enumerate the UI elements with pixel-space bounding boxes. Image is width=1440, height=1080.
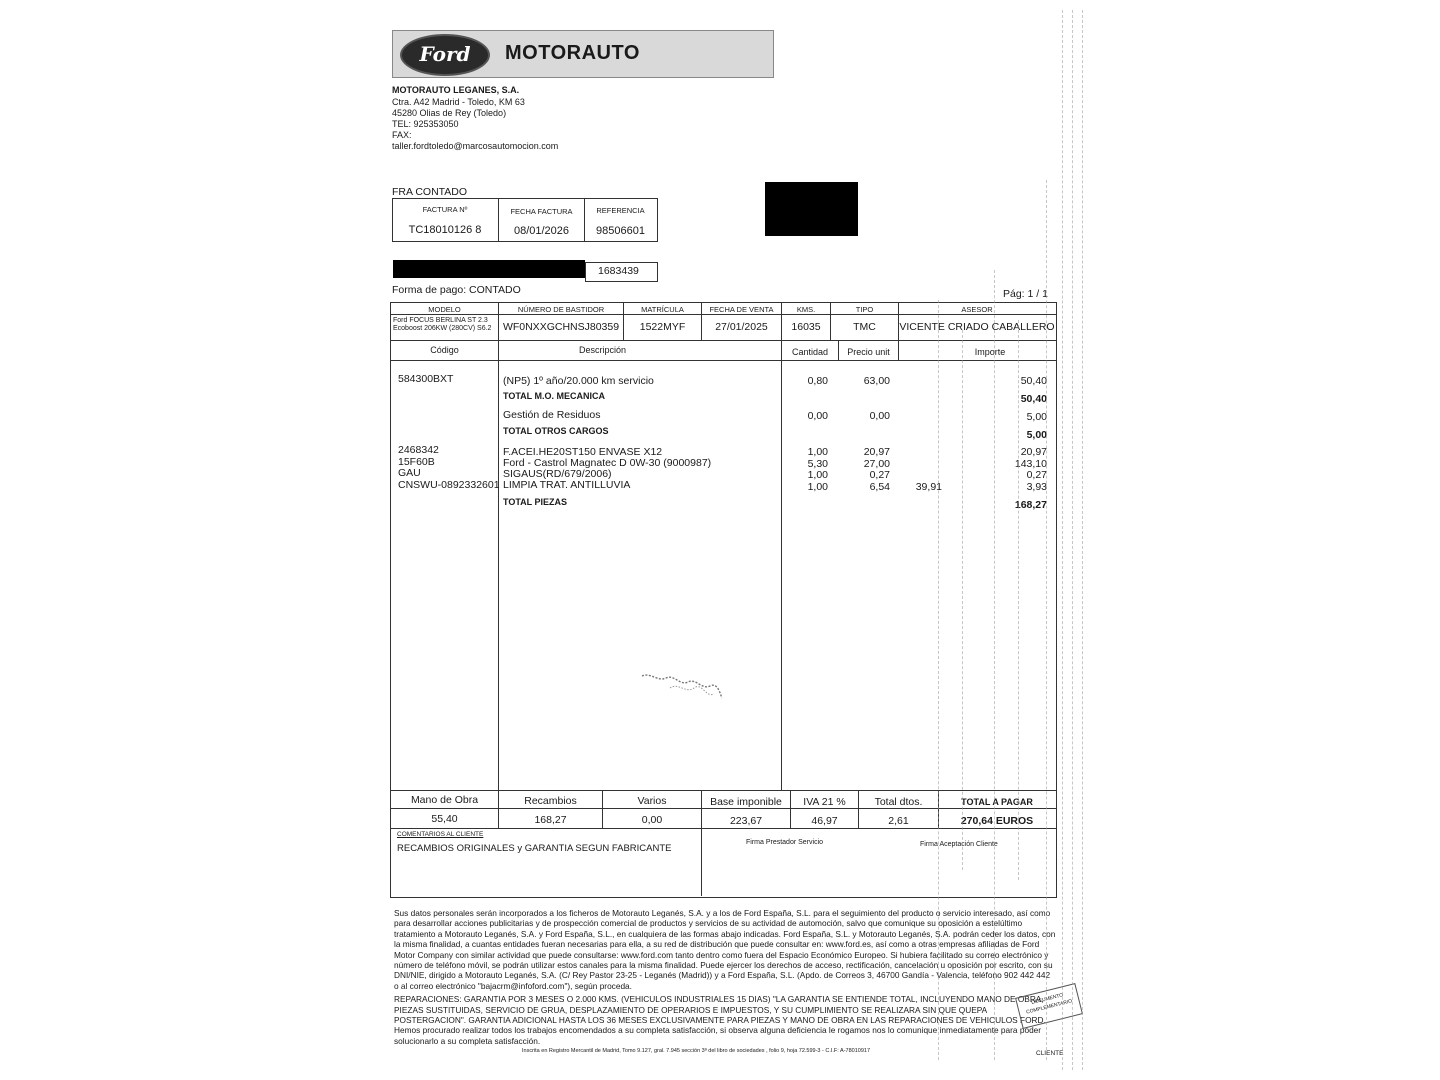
scan-streak [1046, 180, 1048, 1060]
vehicle-header-plate: MATRÍCULA [641, 305, 684, 314]
vehicle-type: TMC [853, 321, 876, 333]
total-misc: 0,00 [641, 814, 663, 826]
scan-streak [994, 270, 996, 1060]
line-subtotal-label: TOTAL OTROS CARGOS [503, 426, 609, 436]
invoice-reference-label: REFERENCIA [596, 206, 645, 215]
totals-header-labor: Mano de Obra [410, 794, 479, 806]
line-code: 584300BXT [398, 373, 454, 385]
vehicle-vin: WF0NXXGCHNSJ80359 [502, 321, 620, 333]
invoice-date-label: FECHA FACTURA [510, 207, 573, 216]
repairs-warranty: REPARACIONES: GARANTIA POR 3 MESES O 2.000 KMS. (VEHICULOS INDUSTRIALES 15 DIAS) "LA GARANTIA SE ENTIENDE TOTAL, INCLUYENDO MANO DE OBRA, PIEZAS SUSTITUIDAS, SERVICIO DE GRUA, DESPLAZAMIENTO DE OPERARIOS E IMPUESTOS, Y SU CUMPLIMIENTO SE REALIZARA SIN QUE QUEPA POSTERGACION". GARANTIA ADICIONAL HASTA LOS 36 MESES EXCLUSIVAMENTE PARA PIEZAS Y MANO DE OBRA EN LAS REPARACIONES DE VEHICULOS FORD. [394, 994, 1046, 1026]
copy-label: CLIENTE [1036, 1050, 1064, 1057]
payment-method: Forma de pago: CONTADO [392, 284, 521, 296]
page-number: Pág: 1 / 1 [1003, 288, 1048, 300]
line-amount: 0,27 [1026, 469, 1047, 481]
line-amount: 5,00 [1026, 411, 1047, 423]
lines-header-amount: Importe [974, 347, 1006, 357]
line-amount: 3,93 [1026, 481, 1047, 493]
totals-header-misc: Varios [637, 795, 667, 807]
totals-header-base: Base imponible [710, 796, 782, 808]
line-subtotal: 5,00 [1026, 429, 1047, 441]
scan-streak [1072, 10, 1074, 1070]
vehicle-header-vin: NÚMERO DE BASTIDOR [517, 305, 605, 314]
line-qty: 0,80 [807, 375, 828, 387]
line-qty: 1,00 [807, 481, 828, 493]
line-description: F.ACEI.HE20ST150 ENVASE X12 [503, 446, 663, 458]
invoice-date: 08/01/2026 [513, 225, 570, 237]
line-amount: 50,40 [1020, 375, 1047, 387]
company-tel: TEL: 925353050 [392, 119, 459, 129]
line-unit-price: 0,27 [869, 469, 890, 481]
line-qty: 1,00 [807, 469, 828, 481]
line-description: Ford - Castrol Magnatec D 0W-30 (9000987) [503, 457, 712, 469]
signature-provider-label: Firma Prestador Servicio [746, 839, 824, 846]
total-to-pay: 270,64 EUROS [960, 815, 1034, 827]
line-qty: 5,30 [807, 458, 828, 470]
totals-header-vat: IVA 21 % [803, 796, 846, 808]
signature-scribble [640, 668, 724, 704]
redacted-client-name [393, 260, 585, 278]
vehicle-model-line1: Ford FOCUS BERLINA ST 2.3 [393, 317, 488, 324]
company-name: MOTORAUTO LEGANES, S.A. [392, 85, 520, 95]
totals-header-discounts: Total dtos. [874, 796, 923, 808]
registry-info: Inscrita en Registro Mercantil de Madrid, Tomo 9.127, gral. 7.945 sección 3ª del libro de sociedades , folio 9, hoja 72.599-3 - C.I.F: A-78010917 [522, 1048, 871, 1054]
line-unit-price: 6,54 [869, 481, 890, 493]
vehicle-header-model: MODELO [428, 305, 461, 314]
vehicle-header-type: TIPO [855, 305, 874, 314]
lines-header-qty: Cantidad [791, 347, 829, 357]
line-unit-price: 20,97 [863, 446, 890, 458]
line-qty: 1,00 [807, 446, 828, 458]
vehicle-model-line2: Ecoboost 206KW (280CV) S6.2 [393, 325, 492, 332]
line-discount: 39,91 [915, 481, 942, 493]
vehicle-kms: 16035 [791, 321, 821, 333]
ford-logo [400, 34, 490, 76]
company-fax: FAX: [392, 130, 412, 140]
line-amount: 143,10 [1014, 458, 1047, 470]
complementary-stamp: DOCUMENTO COMPLEMENTARIO [1015, 983, 1083, 1029]
scan-streak [1082, 10, 1084, 1070]
comments-title: COMENTARIOS AL CLIENTE [397, 831, 484, 838]
signature-client-label: Firma Aceptación Cliente [920, 841, 998, 848]
lines-header-code: Código [430, 345, 459, 355]
vehicle-header-kms: KMS. [796, 305, 816, 314]
line-subtotal: 168,27 [1014, 499, 1047, 511]
total-vat: 46,97 [811, 815, 838, 827]
scan-streak [1062, 10, 1064, 1070]
totals-header-parts: Recambios [524, 795, 577, 807]
total-labor: 55,40 [431, 813, 458, 825]
line-code: 15F60B [398, 456, 435, 468]
company-address2: 45280 Olias de Rey (Toledo) [392, 108, 507, 118]
logo-text: Ford [419, 42, 471, 66]
line-unit-price: 27,00 [863, 458, 890, 470]
line-code: GAU [398, 467, 421, 479]
company-address1: Ctra. A42 Madrid - Toledo, KM 63 [392, 97, 525, 107]
brand-name: MOTORAUTO [505, 42, 640, 64]
vehicle-advisor: VICENTE CRIADO CABALLERO [899, 321, 1055, 333]
scan-streak [962, 330, 964, 870]
line-code: CNSWU-0892332601 [398, 479, 500, 491]
comments-text: RECAMBIOS ORIGINALES y GARANTIA SEGUN FABRICANTE [397, 843, 672, 854]
line-qty: 0,00 [807, 410, 828, 422]
invoice-type: FRA CONTADO [392, 186, 468, 198]
line-amount: 20,97 [1020, 446, 1047, 458]
company-email: taller.fordtoledo@marcosautomocion.com [392, 141, 559, 151]
line-description: Gestión de Residuos [503, 409, 601, 421]
scan-streak [938, 300, 940, 1060]
line-subtotal-label: TOTAL M.O. MECANICA [503, 391, 605, 401]
line-description: LIMPIA TRAT. ANTILLUVIA [503, 479, 631, 491]
satisfaction-note: Hemos procurado realizar todos los trabajos encomendados a su completa satisfacción, si observa alguna deficiencia le rogamos nos lo comunique inmediatamente para poder solucionarlo a su completa satisfacción. [394, 1025, 1042, 1046]
total-parts: 168,27 [534, 814, 567, 826]
line-unit-price: 63,00 [863, 375, 890, 387]
line-subtotal: 50,40 [1020, 393, 1047, 405]
scan-streak [1018, 320, 1020, 880]
invoice-number: TC18010126 8 [408, 224, 482, 236]
invoice-number-label: FACTURA Nº [422, 205, 468, 214]
line-description: SIGAUS(RD/679/2006) [503, 468, 612, 480]
total-base: 223,67 [729, 815, 763, 827]
vehicle-header-sale-date: FECHA DE VENTA [709, 305, 774, 314]
line-subtotal-label: TOTAL PIEZAS [503, 497, 568, 507]
vehicle-sale-date: 27/01/2025 [715, 321, 768, 333]
redacted-block [765, 182, 858, 236]
total-discounts: 2,61 [888, 815, 909, 827]
line-code: 2468342 [398, 444, 439, 456]
vehicle-header-advisor: ASESOR [961, 305, 993, 314]
lines-header-unit-price: Precio unit [847, 347, 890, 357]
line-unit-price: 0,00 [869, 410, 890, 422]
line-description: (NP5) 1º año/20.000 km servicio [503, 375, 654, 387]
invoice-reference: 98506601 [596, 225, 645, 237]
privacy-notice: Sus datos personales serán incorporados a los ficheros de Motorauto Leganés, S.A. y a los de Ford España, S.L. para el seguimiento del producto o servicio interesado, así como para desarrollar acciones publicitarias y de prospección comercial de productos y servicios de su actividad de automoción, salvo que comunique su oposición a estelúltimo tratamiento a Motorauto Leganés, S.A. y Ford España, S.L., en cualquiera de las formas abajo indicadas. Ford España, S.L. y Motorauto Leganés, S.A. podrán ceder los datos, con la misma finalidad, a cuantas entidades fueran necesarias para ella, a su red de distribución que puede consultar en: www.ford.es, así como a otras empresas afiliadas de Ford Motor Company con similar actividad que puede consultarse: www.ford.com tanto dentro como fuera del Espacio Económico Europeo. Si hubiera facilitado su correo electrónico y número de teléfono móvil, se podrán utilizar estos canales para la misma finalidad. Puede ejercer los derechos de acceso, rectificación, cancelación u oposición por escrito, con su DNI/NIE, dirigido a Motorauto Leganés, S.A. (C/ Rey Pastor 23-25 - Leganés (Madrid)) y a Ford España, S.L. (Apdo. de Correos 3, 46700 Gandía - Valencia, teléfono 902 442 442 o al correo electrónico "bajacrm@infoford.com"), según proceda. [394, 908, 1056, 991]
totals-header-to-pay: TOTAL A PAGAR [961, 797, 1033, 807]
vehicle-plate: 1522MYF [639, 321, 686, 333]
legal-footer [394, 908, 1056, 1046]
client-code: 1683439 [598, 265, 639, 277]
lines-header-description: Descripción [578, 345, 627, 355]
